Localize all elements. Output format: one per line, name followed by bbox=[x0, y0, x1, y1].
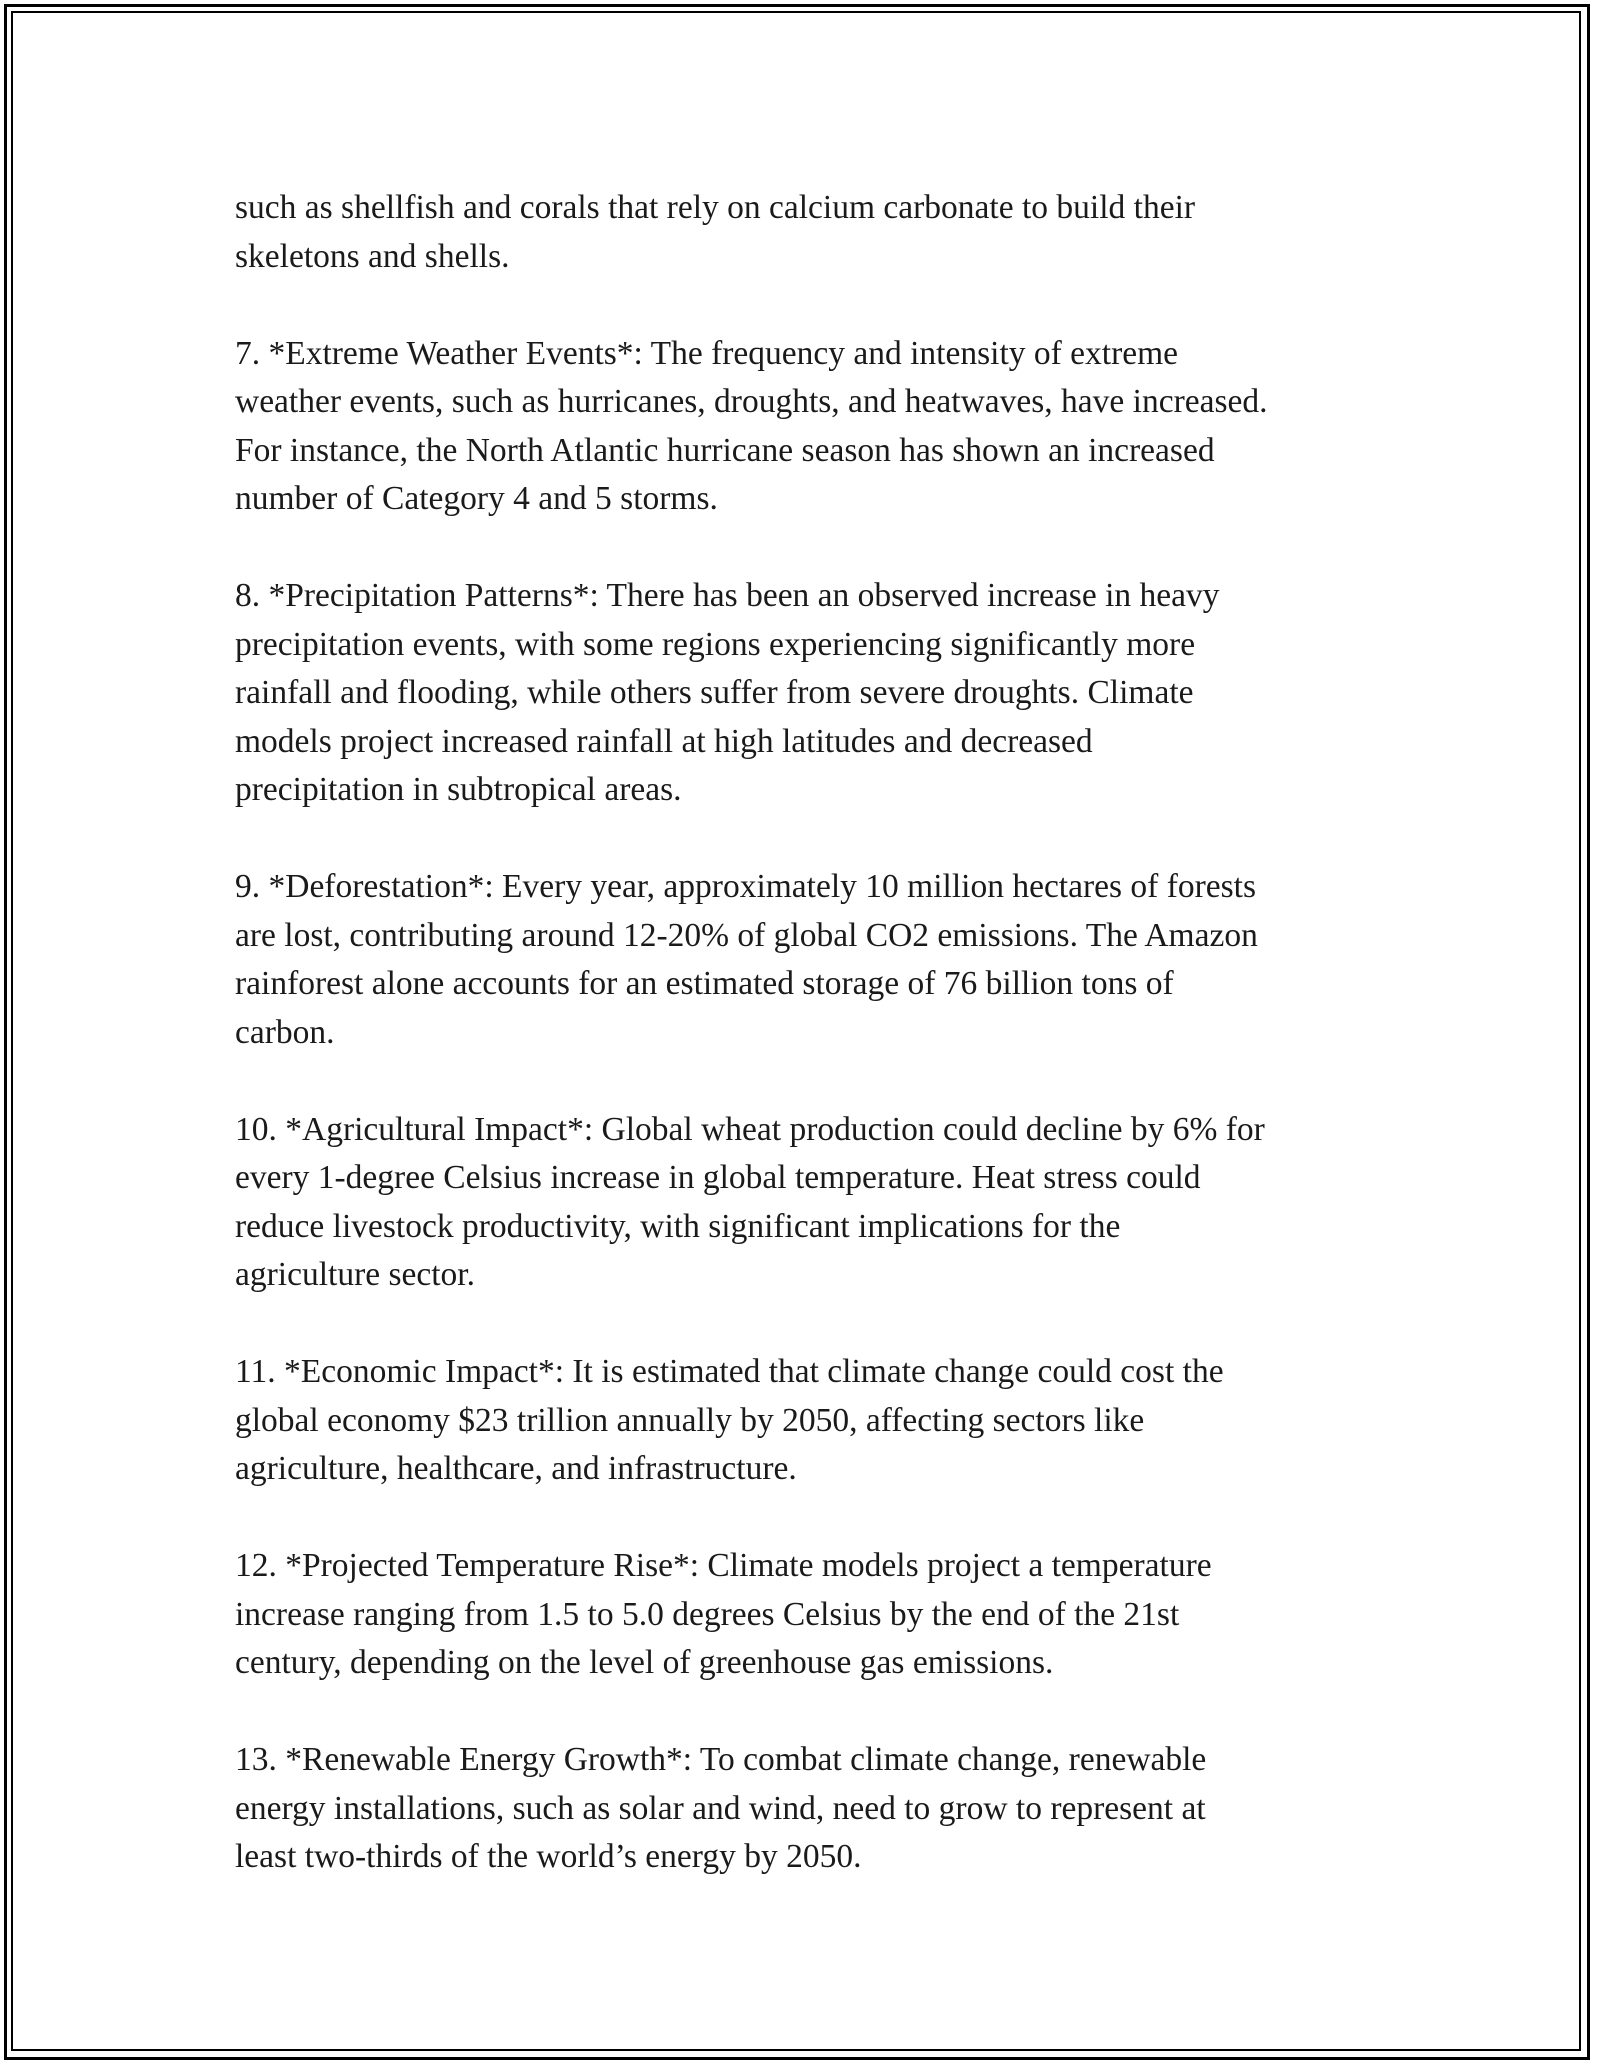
list-item-precipitation bbox=[235, 572, 1375, 815]
text-line: carbon. bbox=[235, 1013, 335, 1051]
text-line: century, depending on the level of greenhouse gas emissions. bbox=[235, 1644, 1054, 1681]
text-line: are lost, contributing around 12-20% of global CO2 emissions. The Amazon bbox=[235, 916, 1258, 954]
paragraph-continuation bbox=[235, 184, 1375, 281]
text-line: agriculture, healthcare, and infrastructure. bbox=[235, 1450, 797, 1487]
text-line: For instance, the North Atlantic hurricane season has shown an increased bbox=[235, 431, 1215, 469]
text-line: reduce livestock productivity, with significant implications for the bbox=[235, 1207, 1121, 1245]
text-line: least two-thirds of the world’s energy by 2050. bbox=[235, 1838, 862, 1875]
text-line: precipitation events, with some regions experiencing significantly more bbox=[235, 625, 1196, 663]
text-line: 11. *Economic Impact*: It is estimated that climate change could cost the bbox=[235, 1353, 1224, 1390]
text-line: agriculture sector. bbox=[235, 1256, 475, 1293]
list-item-economic-impact bbox=[235, 1348, 1375, 1494]
text-line: rainforest alone accounts for an estimated storage of 76 billion tons of bbox=[235, 965, 1174, 1002]
list-item-agricultural-impact bbox=[235, 1106, 1375, 1300]
list-item-renewable-energy bbox=[235, 1736, 1375, 1882]
text-line: increase ranging from 1.5 to 5.0 degrees Celsius by the end of the 21st bbox=[235, 1595, 1180, 1633]
text-line: skeletons and shells. bbox=[235, 237, 510, 275]
text-line: every 1-degree Celsius increase in global temperature. Heat stress could bbox=[235, 1159, 1201, 1196]
text-line: rainfall and flooding, while others suffer from severe droughts. Climate bbox=[235, 674, 1194, 711]
text-line: 9. *Deforestation*: Every year, approximately 10 million hectares of forests bbox=[235, 868, 1257, 905]
text-line: energy installations, such as solar and wind, need to grow to represent at bbox=[235, 1789, 1206, 1827]
text-line: such as shellfish and corals that rely on calcium carbonate to build their bbox=[235, 189, 1196, 226]
list-item-extreme-weather bbox=[235, 330, 1375, 524]
list-item-deforestation bbox=[235, 863, 1375, 1057]
document-body bbox=[235, 184, 1375, 1882]
text-line: precipitation in subtropical areas. bbox=[235, 771, 682, 808]
text-line: 10. *Agricultural Impact*: Global wheat production could decline by 6% for bbox=[235, 1110, 1265, 1148]
text-line: 8. *Precipitation Patterns*: There has been an observed increase in heavy bbox=[235, 577, 1220, 614]
list-item-temperature-rise bbox=[235, 1542, 1375, 1688]
text-line: global economy $23 trillion annually by 2050, affecting sectors like bbox=[235, 1401, 1145, 1439]
text-line: 7. *Extreme Weather Events*: The frequency and intensity of extreme bbox=[235, 334, 1179, 372]
text-line: number of Category 4 and 5 storms. bbox=[235, 480, 718, 517]
text-line: 13. *Renewable Energy Growth*: To combat climate change, renewable bbox=[235, 1741, 1207, 1778]
text-line: models project increased rainfall at high latitudes and decreased bbox=[235, 722, 1093, 760]
text-line: weather events, such as hurricanes, droughts, and heatwaves, have increased. bbox=[235, 383, 1268, 420]
text-line: 12. *Projected Temperature Rise*: Climate models project a temperature bbox=[235, 1547, 1212, 1584]
